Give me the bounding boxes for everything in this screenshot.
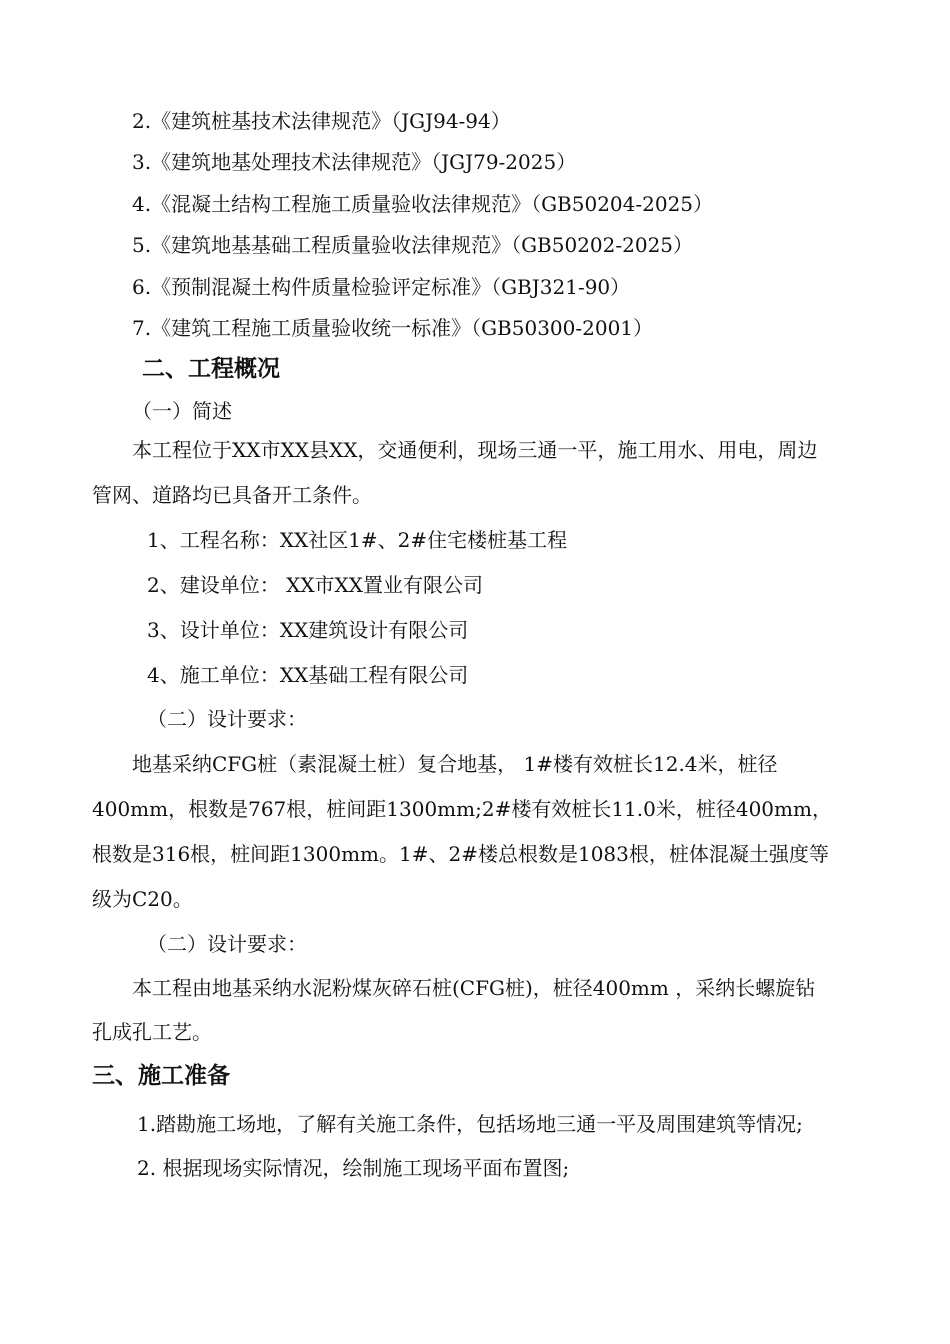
reference-item: 2.《建筑桩基技术法律规范》（JGJ94-94）: [132, 109, 511, 133]
paragraph-line: 根数是316根，桩间距1300mm。1#、2#楼总根数是1083根，桩体混凝土强度等: [92, 842, 829, 866]
paragraph-line: 孔成孔工艺。: [92, 1020, 212, 1044]
project-item: 2、建设单位： XX市XX置业有限公司: [147, 573, 484, 597]
reference-item: 7.《建筑工程施工质量验收统一标准》（GB50300-2001）: [132, 316, 654, 340]
reference-item: 6.《预制混凝土构件质量检验评定标准》（GBJ321-90）: [132, 275, 631, 299]
subheading-design-requirements: （二）设计要求：: [147, 932, 307, 956]
project-item: 1、工程名称：XX社区1#、2#住宅楼桩基工程: [147, 528, 568, 552]
section-heading-overview: 二、工程概况: [142, 356, 280, 382]
project-item: 4、施工单位：XX基础工程有限公司: [147, 663, 469, 687]
reference-item: 4.《混凝土结构工程施工质量验收法律规范》（GB50204-2025）: [132, 192, 714, 216]
subheading-summary: （一）简述: [132, 399, 232, 423]
preparation-item: 2. 根据现场实际情况，绘制施工现场平面布置图;: [137, 1156, 570, 1180]
paragraph-line: 级为C20。: [92, 887, 193, 911]
subheading-design-requirements: （二）设计要求：: [147, 707, 307, 731]
preparation-item: 1.踏勘施工场地，了解有关施工条件，包括场地三通一平及周围建筑等情况;: [137, 1112, 803, 1136]
paragraph-line: 地基采纳CFG桩（素混凝土桩）复合地基， 1#楼有效桩长12.4米，桩径: [132, 752, 778, 776]
section-heading-preparation: 三、施工准备: [92, 1063, 230, 1089]
reference-item: 3.《建筑地基处理技术法律规范》（JGJ79-2025）: [132, 150, 577, 174]
paragraph-line: 管网、道路均已具备开工条件。: [92, 483, 372, 507]
paragraph-line: 本工程位于XX市XX县XX，交通便利，现场三通一平，施工用水、用电，周边: [132, 438, 818, 462]
paragraph-line: 400mm，根数是767根，桩间距1300mm;2#楼有效桩长11.0米，桩径400mm，: [92, 797, 832, 821]
paragraph-line: 本工程由地基采纳水泥粉煤灰碎石桩(CFG桩)，桩径400mm ，采纳长螺旋钻: [132, 976, 816, 1000]
reference-item: 5.《建筑地基基础工程质量验收法律规范》（GB50202-2025）: [132, 233, 694, 257]
project-item: 3、设计单位：XX建筑设计有限公司: [147, 618, 469, 642]
